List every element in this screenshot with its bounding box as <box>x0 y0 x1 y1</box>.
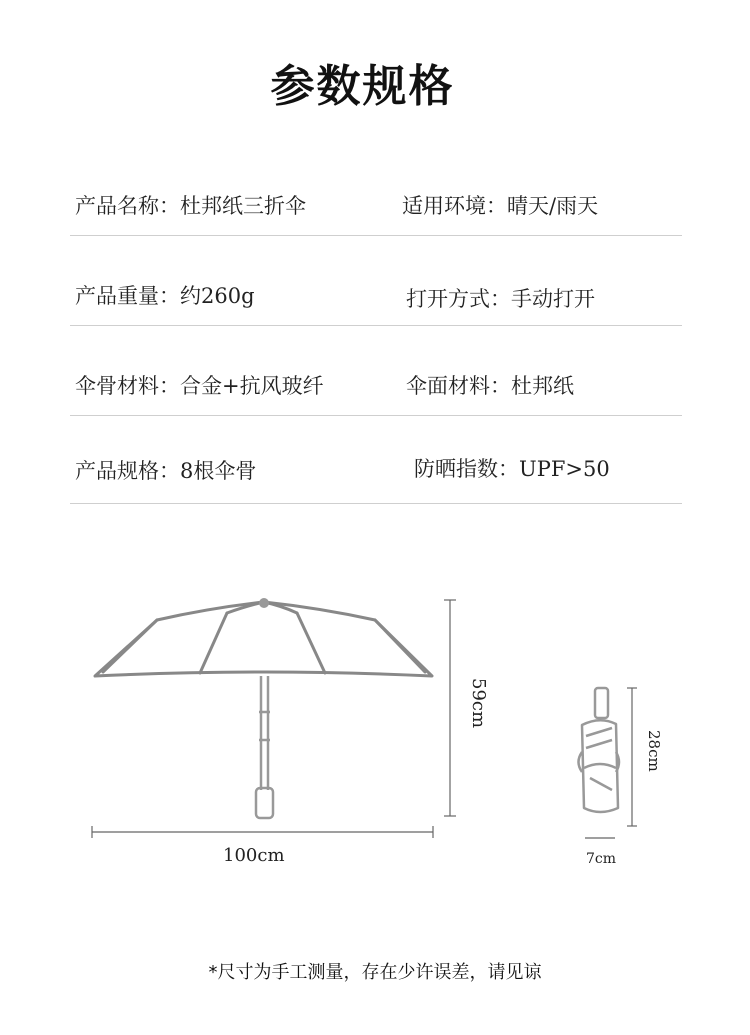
spec-label: 打开方式： <box>406 287 511 311</box>
spec-frame-material <box>75 370 324 400</box>
spec-row-2 <box>70 235 682 326</box>
spec-name <box>75 190 306 220</box>
spec-value: 手动打开 <box>511 287 595 311</box>
spec-ribs <box>75 455 256 485</box>
spec-row-1 <box>70 145 682 236</box>
spec-value: 8根伞骨 <box>180 459 257 483</box>
spec-label: 伞面材料： <box>406 374 511 398</box>
spec-label: 产品名称： <box>75 194 180 218</box>
spec-row-4 <box>70 413 682 504</box>
spec-canopy-material <box>406 370 574 400</box>
open-height-label: 59cm <box>468 678 489 729</box>
umbrella-diagram <box>0 580 750 880</box>
open-umbrella-icon <box>95 602 432 676</box>
spec-uv-index <box>414 453 610 483</box>
spec-environment <box>402 190 598 220</box>
folded-umbrella-icon <box>579 688 620 812</box>
spec-open-method <box>406 283 595 313</box>
spec-value: UPF>50 <box>519 457 610 481</box>
open-width-label: 100cm <box>223 845 285 866</box>
folded-height-label: 28cm <box>645 730 663 772</box>
folded-height-dimension-line <box>627 688 637 826</box>
measurement-footnote: *尺寸为手工测量，存在少许误差，请见谅 <box>208 962 542 983</box>
spec-label: 产品规格： <box>75 459 180 483</box>
height-dimension-line <box>444 600 456 816</box>
spec-weight <box>75 280 255 310</box>
spec-value: 晴天/雨天 <box>507 194 599 218</box>
umbrella-shaft-icon <box>256 676 273 818</box>
spec-value: 杜邦纸三折伞 <box>180 194 306 218</box>
umbrella-tip-icon <box>259 598 269 608</box>
width-dimension-line <box>92 826 433 838</box>
folded-width-label: 7cm <box>586 851 617 867</box>
spec-label: 防晒指数： <box>414 457 519 481</box>
spec-value: 杜邦纸 <box>511 374 574 398</box>
page-title: 参数规格 <box>270 61 455 112</box>
spec-label: 伞骨材料： <box>75 374 180 398</box>
spec-value: 合金+抗风玻纤 <box>180 374 324 398</box>
spec-value: 约260g <box>180 284 255 308</box>
spec-label: 适用环境： <box>402 194 507 218</box>
spec-label: 产品重量： <box>75 284 180 308</box>
spec-row-3 <box>70 325 682 416</box>
